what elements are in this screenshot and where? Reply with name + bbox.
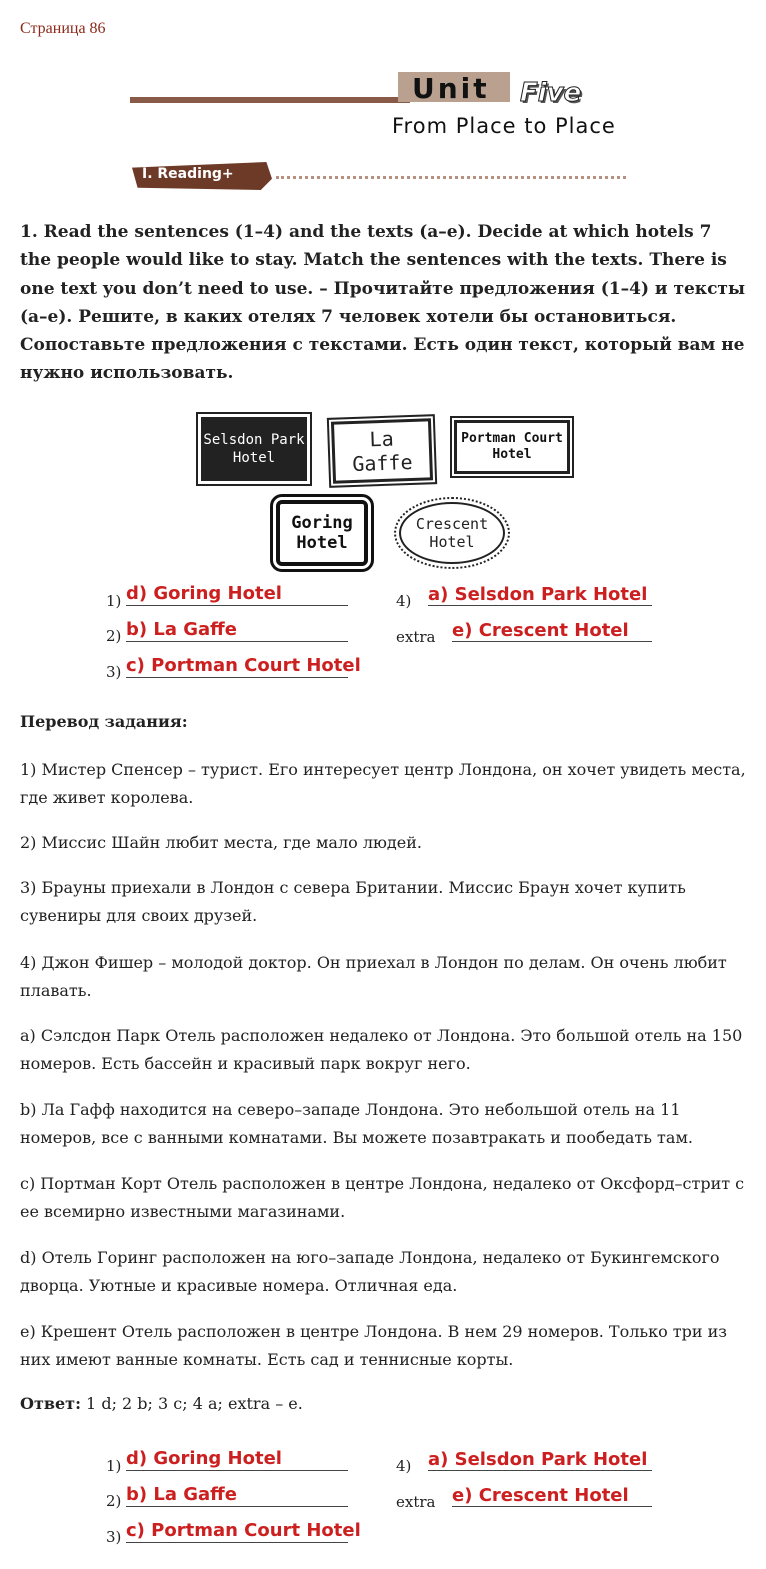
translation-heading: Перевод задания: [20,712,188,731]
answer-value-3: c) Portman Court Hotel [126,1520,361,1541]
answer-value-2: b) La Gaffe [126,1484,237,1505]
answer-number-2: 2) [106,1492,122,1510]
answer-underline [126,605,348,606]
sign-line: Hotel [429,533,475,551]
sign-line: Hotel [492,447,532,462]
sign-goring-hotel [276,500,368,566]
unit-word: Unit [412,72,490,105]
answer-underline [428,1470,652,1471]
sign-line: Goring [291,513,353,533]
sign-selsdon-park-hotel [198,414,310,484]
unit-subtitle: From Place to Place [392,114,616,138]
answer-number-4: 4) [396,592,412,610]
paragraph-d: d) Отель Горинг расположен на юго–западе Лондона, недалеко от Букингемского дворца. Уютные и красивые номера. Отличная еда. [20,1248,720,1295]
task-text: 1. Read the sentences (1–4) and the texts (a–e). Decide at which hotels 7 the people would like to stay. Match the sentences with the texts. There is one text you don’t need to use. – Прочитайте предложения (1–4) и тексты (a–e). Решите, в каких отелях 7 человек хотели бы остановиться. Сопоставьте предложения с текстами. Есть один текст, который вам не нужно использовать. [20,222,745,384]
answer-value-1: d) Goring Hotel [126,1448,282,1469]
paragraph-e: e) Крешент Отель расположен в центре Лондона. В нем 29 номеров. Только три из них имеют ванные комнаты. Есть сад и теннисные корты. [20,1322,728,1369]
answer-underline [126,1470,348,1471]
answer-underline [428,605,652,606]
answer-underline [126,641,348,642]
unit-number: Five [520,78,582,108]
sign-la-gaffe [331,418,433,483]
answer-number-3: 3) [106,663,122,681]
sign-line: Portman Court [461,431,563,446]
answer-number-extra: extra [396,628,436,646]
sign-line: Hotel [232,450,276,466]
header-rule [130,97,410,103]
answer-value-1: d) Goring Hotel [126,583,282,604]
paragraph-1: 1) Мистер Спенсер – турист. Его интересует центр Лондона, он хочет увидеть места, где живет королева. [20,760,746,807]
sign-line: Hotel [296,533,348,553]
dotted-divider [276,176,626,179]
answer-value-2: b) La Gaffe [126,619,237,640]
answer-underline [452,641,652,642]
sign-line: La Gaffe [351,426,413,477]
paragraph-2: 2) Миссис Шайн любит места, где мало людей. [20,833,422,852]
sign-line: Crescent [415,515,489,533]
answer-number-1: 1) [106,592,122,610]
page-label: Страница 86 [20,20,106,37]
answer-number-extra: extra [396,1493,436,1511]
section-label: I. Reading+ [142,166,234,182]
sign-line: Selsdon Park [203,432,305,448]
answer-value-3: c) Portman Court Hotel [126,655,361,676]
paragraph-a: a) Сэлсдон Парк Отель расположен недалеко от Лондона. Это большой отель на 150 номеров. Есть бассейн и красивый парк вокруг него. [20,1026,743,1073]
answer-number-4: 4) [396,1457,412,1475]
answer-number-1: 1) [106,1457,122,1475]
answer-summary-value: 1 d; 2 b; 3 c; 4 a; extra – e. [80,1394,303,1413]
paragraph-3: 3) Брауны приехали в Лондон с севера Британии. Миссис Браун хочет купить сувениры для своих друзей. [20,878,686,925]
answer-number-2: 2) [106,627,122,645]
paragraph-c: c) Портман Корт Отель расположен в центре Лондона, недалеко от Оксфорд–стрит с ее всемирно известными магазинами. [20,1174,745,1221]
answer-value-4: a) Selsdon Park Hotel [428,584,648,605]
answer-underline [126,677,348,678]
sign-portman-court-hotel [454,420,570,474]
answer-summary [20,1394,303,1413]
answer-number-3: 3) [106,1528,122,1546]
answer-underline [126,1506,348,1507]
answer-value-extra: e) Crescent Hotel [452,1485,629,1506]
answer-label: Ответ: [20,1394,81,1413]
paragraph-4: 4) Джон Фишер – молодой доктор. Он приехал в Лондон по делам. Он очень любит плавать. [20,953,727,1000]
answer-underline [126,1542,348,1543]
answer-value-extra: e) Crescent Hotel [452,620,629,641]
paragraph-b: b) Ла Гафф находится на северо–западе Лондона. Это небольшой отель на 11 номеров, все с ванными комнатами. Вы можете позавтракать и пообедать там. [20,1100,693,1147]
answer-value-4: a) Selsdon Park Hotel [428,1449,648,1470]
sign-crescent-hotel [399,502,505,564]
answer-underline [452,1506,652,1507]
